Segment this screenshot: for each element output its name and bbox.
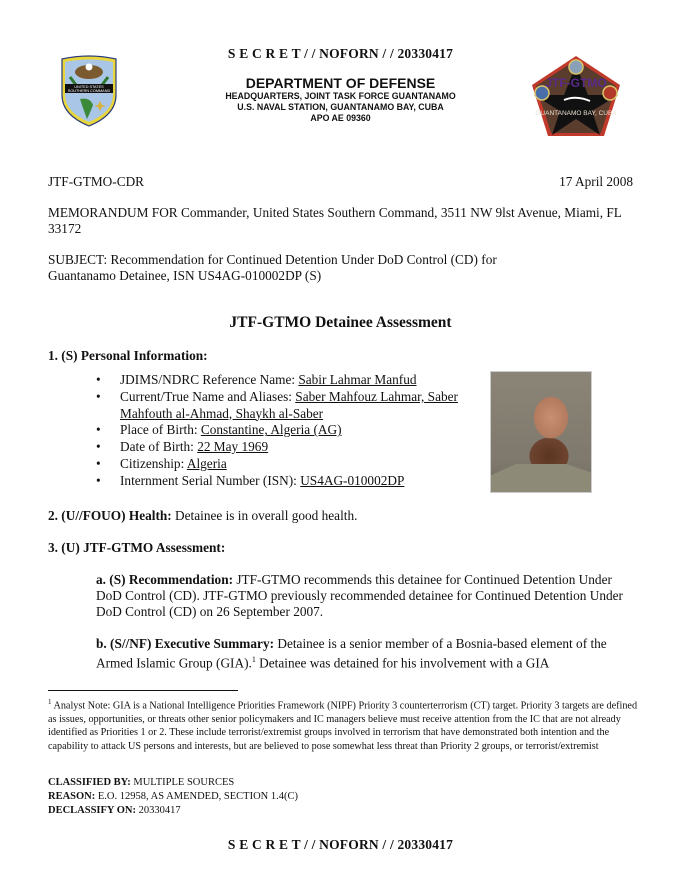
- footnote-number: 1: [48, 698, 52, 706]
- footnote-reference[interactable]: 1: [251, 655, 256, 664]
- declassify-label: DECLASSIFY ON:: [48, 805, 136, 816]
- letterhead-line-1: HEADQUARTERS, JOINT TASK FORCE GUANTANAMO: [225, 91, 456, 101]
- document-title: JTF-GTMO Detainee Assessment: [229, 314, 452, 331]
- office-symbol: JTF-GTMO-CDR: [48, 174, 145, 189]
- field-value: 22 May 1969: [197, 439, 269, 455]
- list-item-date-of-birth: [94, 439, 464, 456]
- field-label: Internment Serial Number (ISN):: [120, 472, 301, 488]
- section-3b-heading: b. (S//NF) Executive Summary:: [96, 636, 275, 651]
- list-item-citizenship: [94, 456, 464, 473]
- personal-info-list: [94, 372, 464, 490]
- section-3b-text-1: Detainee is a senior member of a Bosnia-based element of the Armed Islamic Group (GIA).: [96, 636, 607, 671]
- svg-text:UNITED STATES: UNITED STATES: [74, 85, 104, 89]
- section-3b-text-2: Detainee was detained for his involvement with a GIA: [255, 655, 550, 671]
- classified-by: [48, 776, 298, 790]
- section-2: [48, 508, 357, 524]
- svg-text:SOUTHERN COMMAND: SOUTHERN COMMAND: [67, 89, 111, 93]
- section-3a-text: JTF-GTMO recommends this detainee for Continued Detention Under DoD Control (CD). JTF-GTMO previously recommended detainee for Continued Detention Under DoD Control (CD) on 26 September 2007.: [96, 572, 623, 619]
- field-value: Saber Mahfouz Lahmar, Saber Mahfouth al-Ahmad, Shaykh al-Saber: [120, 388, 458, 421]
- footnote-divider: [48, 690, 238, 691]
- department-name: DEPARTMENT OF DEFENSE: [245, 75, 436, 91]
- letterhead: [150, 75, 531, 124]
- classification-authority-block: [48, 776, 298, 818]
- section-3a: [96, 572, 636, 620]
- svg-text:JTF-GTMO: JTF-GTMO: [545, 76, 607, 90]
- memorandum-for: MEMORANDUM FOR Commander, United States Southern Command, 3511 NW 9lst Avenue, Miami, FL 33172: [48, 205, 622, 236]
- section-2-heading: 2. (U//FOUO) Health:: [48, 508, 172, 523]
- section-3-heading: 3. (U) JTF-GTMO Assessment:: [48, 540, 226, 555]
- section-3a-heading: a. (S) Recommendation:: [96, 572, 234, 587]
- letterhead-line-3: APO AE 09360: [310, 113, 371, 123]
- classified-by-value: MULTIPLE SOURCES: [130, 777, 235, 788]
- field-label: JDIMS/NDRC Reference Name:: [120, 372, 299, 387]
- footnote: [48, 696, 638, 753]
- field-label: Date of Birth:: [120, 439, 198, 455]
- detainee-photo: [490, 371, 592, 493]
- southern-command-seal-icon: [60, 55, 118, 127]
- classified-by-label: CLASSIFIED BY:: [48, 777, 131, 788]
- reason: [48, 790, 298, 804]
- reason-value: E.O. 12958, AS AMENDED, SECTION 1.4(C): [95, 791, 298, 802]
- list-item-aliases: [94, 389, 464, 423]
- field-label: Current/True Name and Aliases:: [120, 388, 296, 404]
- memo-subject: SUBJECT: Recommendation for Continued Detention Under DoD Control (CD) for Guantanamo Detainee, ISN US4AG-010002DP (S): [48, 252, 497, 283]
- section-3b: [96, 636, 636, 671]
- field-value: Sabir Lahmar Manfud: [298, 372, 417, 387]
- field-label: Citizenship:: [120, 455, 187, 471]
- svg-text:GUANTANAMO BAY, CUBA: GUANTANAMO BAY, CUBA: [535, 110, 617, 117]
- memo-date: 17 April 2008: [559, 174, 633, 189]
- list-item-isn: [94, 473, 464, 490]
- list-item-reference-name: [94, 372, 464, 389]
- list-item-place-of-birth: [94, 422, 464, 439]
- letterhead-line-2: U.S. NAVAL STATION, GUANTANAMO BAY, CUBA: [237, 102, 444, 112]
- declassify-value: 20330417: [136, 805, 181, 816]
- footnote-text: Analyst Note: GIA is a National Intelligence Priorities Framework (NIPF) Priority 3 counterterrorism (CT) target. Priority 3 targets are defined as issues, opportunities, or threats other senior policymakers and IC managers believe must receive attention from the IC that are not already identified as Priorities 1 or 2. These include terrorist/extremist groups involved in terrorism that have demonstrated both intention and the capability to attack US persons and interests, but are believed to pose somewhat less threat than Priority 2 groups, or terrorist/extremist: [48, 700, 638, 752]
- declassify-on: [48, 804, 298, 818]
- classification-banner-top: S E C R E T / / NOFORN / / 20330417: [227, 46, 454, 61]
- field-value: Algeria: [186, 455, 227, 471]
- section-2-text: Detainee is in overall good health.: [171, 508, 358, 523]
- classification-banner-bottom: S E C R E T / / NOFORN / / 20330417: [227, 837, 454, 852]
- field-value: US4AG-010002DP: [300, 472, 405, 488]
- section-1-heading: 1. (S) Personal Information:: [48, 348, 208, 363]
- field-label: Place of Birth:: [120, 422, 201, 438]
- jtf-gtmo-seal-icon: [530, 55, 622, 137]
- field-value: Constantine, Algeria (AG): [200, 422, 342, 438]
- reason-label: REASON:: [48, 791, 96, 802]
